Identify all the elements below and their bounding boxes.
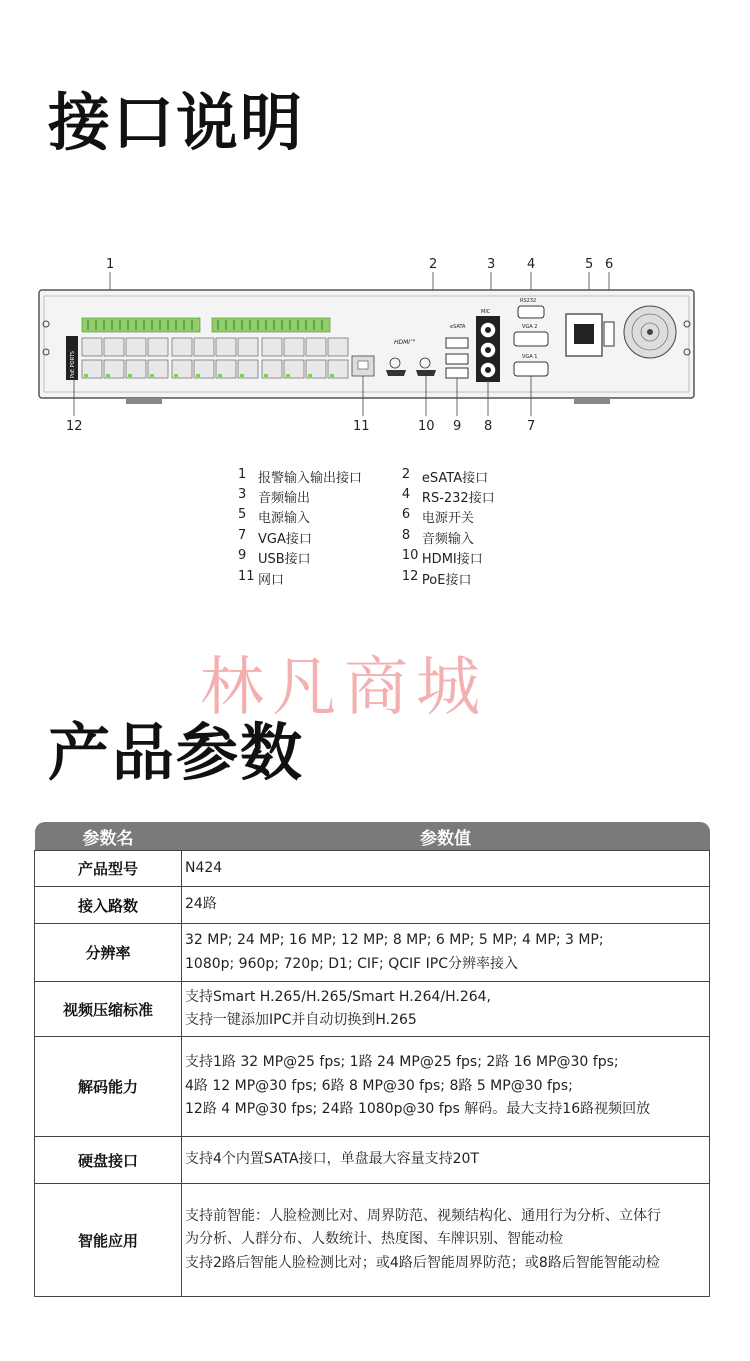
callout-3: 3 (487, 257, 496, 272)
callout-8: 8 (484, 419, 493, 434)
table-row (35, 1137, 710, 1184)
hdmi-logo: HDMI™ (394, 339, 417, 346)
usb-port-2 (446, 368, 468, 378)
header-key: 参数名 (35, 822, 182, 851)
legend-item: 12 PoE接口 (401, 568, 472, 588)
legend-row (238, 466, 558, 486)
row-value: N424 (182, 851, 710, 887)
callout-10: 10 (418, 419, 435, 434)
row-value: 支持1路 32 MP@25 fps; 1路 24 MP@25 fps; 2路 16 MP@30 fps; 4路 12 MP@30 fps; 6路 8 MP@30 fps; 8路 5 MP@30 fps; 12路 4 MP@30 fps; 24路 1080p@30 fps 解码。最大支持16路视频回放 (182, 1037, 710, 1137)
callout-1: 1 (106, 257, 115, 272)
rs232-port (518, 306, 544, 318)
table-row (35, 1184, 710, 1297)
vga2-label: VGA 2 (522, 324, 538, 330)
legend-row (238, 548, 558, 568)
row-value: 32 MP; 24 MP; 16 MP; 12 MP; 8 MP; 6 MP; 5 MP; 4 MP; 3 MP; 1080p; 960p; 720p; D1; CIF; QCIF IPC分辨率接入 (182, 924, 710, 982)
legend-item: 4 RS-232接口 (401, 487, 495, 507)
power-switch (604, 322, 614, 346)
row-value: 支持前智能：人脸检测比对、周界防范、视频结构化、通用行为分析、立体行 为分析、人群分布、人数统计、热度图、车牌识别、智能动检 支持2路后智能人脸检测比对；或4路后智能周界防范；或8路后智能智能动检 (182, 1184, 710, 1297)
esata-port (446, 338, 468, 348)
esata-label: eSATA (450, 324, 466, 330)
table-row (35, 1037, 710, 1137)
row-key: 视频压缩标准 (35, 982, 182, 1037)
vga-port-2 (514, 332, 548, 346)
hdmi-port-1 (416, 370, 436, 376)
legend-item: 2 eSATA接口 (401, 466, 489, 486)
row-key: 接入路数 (35, 887, 182, 924)
callout-7: 7 (527, 419, 536, 434)
interface-legend (238, 466, 558, 588)
device-rear-panel-diagram (36, 250, 701, 440)
watermark: 林凡商城 (200, 651, 488, 725)
poe-label: PoE PORTS (70, 351, 76, 378)
mic-label: MIC (481, 309, 491, 315)
legend-item: 8 音频输入 (401, 527, 474, 547)
callout-11: 11 (353, 419, 370, 434)
table-header-row (35, 822, 710, 851)
header-value: 参数值 (182, 822, 710, 851)
legend-item: 3 音频输出 (238, 487, 311, 507)
legend-row (238, 568, 558, 588)
row-value: 24路 (182, 887, 710, 924)
callout-5: 5 (585, 257, 594, 272)
usb-port-1 (446, 354, 468, 364)
legend-item: 11 网口 (238, 568, 285, 588)
vga-port-1 (514, 362, 548, 376)
vga1-label: VGA 1 (522, 354, 538, 360)
legend-item: 7 VGA接口 (238, 527, 312, 547)
parameter-table (34, 822, 710, 1297)
row-value: 支持4个内置SATA接口，单盘最大容量支持20T (182, 1137, 710, 1184)
section-title-params: 产品参数 (48, 716, 305, 789)
callout-6: 6 (605, 257, 614, 272)
legend-item: 6 电源开关 (401, 507, 474, 527)
legend-item: 10 HDMI接口 (401, 548, 483, 568)
rs232-label: RS232 (520, 298, 537, 304)
row-key: 解码能力 (35, 1037, 182, 1137)
row-key: 分辨率 (35, 924, 182, 982)
legend-item: 1 报警输入输出接口 (238, 466, 363, 486)
callout-2: 2 (429, 257, 438, 272)
table-row (35, 924, 710, 982)
legend-row (238, 527, 558, 547)
callout-4: 4 (527, 257, 536, 272)
table-row (35, 887, 710, 924)
table-row (35, 851, 710, 887)
section-title-interface: 接口说明 (48, 86, 305, 159)
legend-row (238, 486, 558, 506)
row-key: 智能应用 (35, 1184, 182, 1297)
table-row (35, 982, 710, 1037)
row-key: 产品型号 (35, 851, 182, 887)
row-key: 硬盘接口 (35, 1137, 182, 1184)
legend-item: 9 USB接口 (238, 548, 311, 568)
legend-row (238, 507, 558, 527)
hdmi-port-2 (386, 370, 406, 376)
row-value: 支持Smart H.265/H.265/Smart H.264/H.264, 支持一键添加IPC并自动切换到H.265 (182, 982, 710, 1037)
callout-9: 9 (453, 419, 462, 434)
callout-12: 12 (66, 419, 83, 434)
legend-item: 5 电源输入 (238, 507, 311, 527)
